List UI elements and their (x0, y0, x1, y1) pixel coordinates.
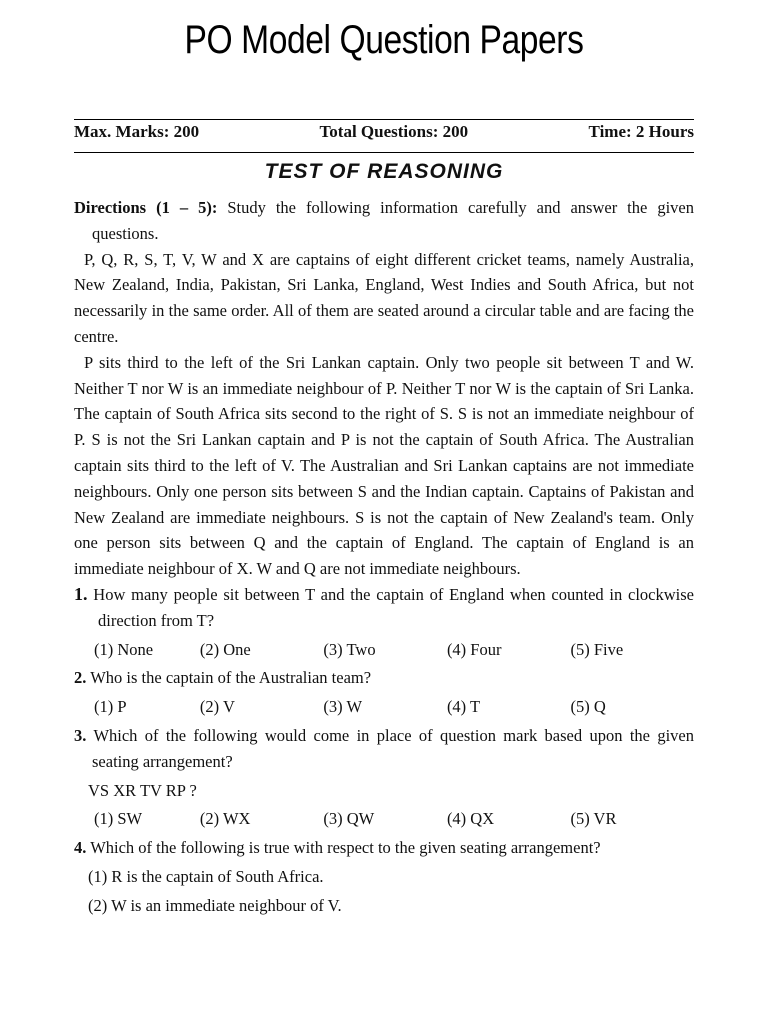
question-3 (74, 723, 694, 832)
option: (5) Q (570, 697, 606, 717)
question-number: 2. (74, 668, 87, 688)
question-1 (74, 582, 694, 662)
total-questions: Total Questions: 200 (319, 122, 469, 141)
option: (2) V (199, 697, 235, 717)
info-paragraph-2: P sits third to the left of the Sri Lankan captain. Only two people sit between T and W. Neither T nor W is an immediate neighbour of P. Neither T nor W is the captain of Sri Lanka. The captain of South Africa sits second to the right of S. S is not an immediate neighbour of P. S is not the Sri Lankan captain and P is not the captain of South Africa. The Australian captain sits third to the left of V. The Australian and Sri Lankan captains are not immediate neighbours. Only one person sits between S and the Indian captain. Captains of Pakistan and New Zealand are immediate neighbours. S is not the captain of New Zealand's team. Only one person sits between Q and the captain of England. The captain of England is an immediate neighbour of X. W and Q are not immediate neighbours. (74, 352, 694, 579)
question-body: Who is the captain of the Australian team? (90, 668, 372, 688)
question-number: 4. (74, 838, 87, 858)
option: (1) SW (94, 809, 143, 829)
option: (4) Four (446, 639, 502, 659)
option: (4) T (446, 697, 481, 717)
page-title: PO Model Question Papers (184, 18, 584, 62)
question-text (74, 723, 694, 775)
letter-sequence: VS XR TV RP ? (88, 780, 197, 800)
content (74, 195, 694, 919)
option: (2) One (199, 639, 251, 659)
option: (5) Five (570, 639, 624, 659)
directions-text: Study the following information carefully and answer the given questions. (92, 198, 694, 243)
question-4 (74, 835, 694, 918)
option: (2) WX (199, 809, 251, 829)
time-limit: Time: 2 Hours (588, 122, 694, 141)
option-list (94, 637, 694, 663)
option: (1) None (94, 639, 154, 659)
option: (1) P (94, 697, 127, 717)
option-list (94, 806, 694, 832)
option: (4) QX (446, 809, 495, 829)
option: (3) QW (323, 809, 375, 829)
option: (3) Two (323, 639, 376, 659)
option-list (94, 694, 694, 720)
question-text (74, 665, 694, 691)
question-text (74, 582, 694, 634)
header-rule-bottom (74, 152, 694, 153)
directions-label: Directions (1 – 5): (74, 198, 218, 217)
question-body: How many people sit between T and the captain of England when counted in clockwise direction from T? (93, 584, 694, 630)
statement: (2) W is an immediate neighbour of V. (88, 895, 342, 915)
directions (74, 195, 694, 247)
question-body: Which of the following is true with respect to the given seating arrangement? (90, 838, 601, 858)
max-marks: Max. Marks: 200 (74, 122, 200, 141)
option: (5) VR (570, 809, 617, 829)
question-2 (74, 665, 694, 720)
exam-meta-row (74, 122, 694, 142)
section-heading: TEST OF REASONING (264, 160, 504, 183)
statement: (1) R is the captain of South Africa. (88, 866, 324, 886)
option: (3) W (323, 697, 363, 717)
question-number: 1. (74, 583, 88, 604)
question-body: Which of the following would come in place of question mark based upon the given seating arrangement? (92, 725, 694, 771)
info-paragraph-1: P, Q, R, S, T, V, W and X are captains of eight different cricket teams, namely Australia, New Zealand, India, Pakistan, Sri Lanka, England, West Indies and South Africa, but not necessarily in the same order. All of them are seated around a circular table and are facing the centre. (74, 249, 694, 346)
header-rule-top (74, 119, 694, 120)
question-text (74, 835, 694, 861)
question-number: 3. (74, 725, 87, 745)
